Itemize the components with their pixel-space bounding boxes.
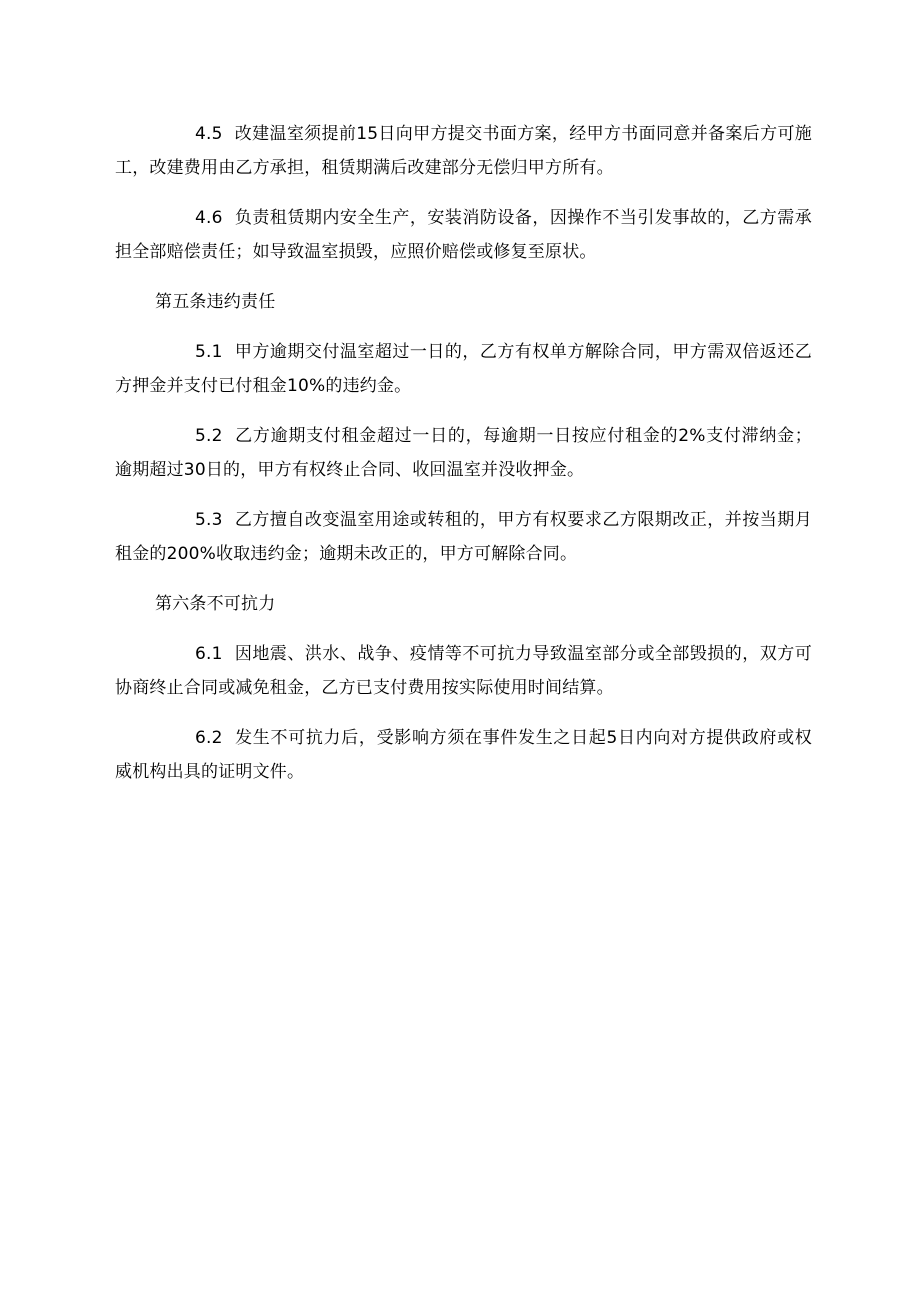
clause-text: 乙方擅自改变温室用途或转租的，甲方有权要求乙方限期改正，并按当期月租金的200%收取违约金；逾期未改正的，甲方可解除合同。 xyxy=(115,510,812,564)
clause-number: 4.5 xyxy=(195,124,223,144)
clause-number: 5.2 xyxy=(195,426,223,446)
clause-4-6 xyxy=(115,201,812,269)
clause-number: 6.2 xyxy=(195,728,223,748)
clause-number: 6.1 xyxy=(195,644,223,664)
clause-text: 改建温室须提前15日向甲方提交书面方案，经甲方书面同意并备案后方可施工，改建费用由乙方承担，租赁期满后改建部分无偿归甲方所有。 xyxy=(115,124,812,178)
document-body xyxy=(115,117,812,805)
clause-5-3 xyxy=(115,503,812,571)
clause-number: 5.3 xyxy=(195,510,223,530)
clause-text: 乙方逾期支付租金超过一日的，每逾期一日按应付租金的2%支付滞纳金；逾期超过30日的，甲方有权终止合同、收回温室并没收押金。 xyxy=(115,426,812,480)
clause-6-2 xyxy=(115,721,812,789)
clause-text: 因地震、洪水、战争、疫情等不可抗力导致温室部分或全部毁损的，双方可协商终止合同或减免租金，乙方已支付费用按实际使用时间结算。 xyxy=(115,644,812,698)
section-heading-article-6: 第六条不可抗力 xyxy=(155,594,276,614)
clause-5-2 xyxy=(115,419,812,487)
clause-6-1 xyxy=(115,637,812,705)
clause-text: 负责租赁期内安全生产，安装消防设备，因操作不当引发事故的，乙方需承担全部赔偿责任；如导致温室损毁，应照价赔偿或修复至原状。 xyxy=(115,208,812,262)
clause-number: 5.1 xyxy=(195,342,223,362)
clause-4-5 xyxy=(115,117,812,185)
clause-number: 4.6 xyxy=(195,208,223,228)
clause-text: 发生不可抗力后，受影响方须在事件发生之日起5日内向对方提供政府或权威机构出具的证明文件。 xyxy=(115,728,812,782)
clause-5-1 xyxy=(115,335,812,403)
section-heading-article-5: 第五条违约责任 xyxy=(155,292,276,312)
clause-text: 甲方逾期交付温室超过一日的，乙方有权单方解除合同，甲方需双倍返还乙方押金并支付已付租金10%的违约金。 xyxy=(115,342,812,396)
